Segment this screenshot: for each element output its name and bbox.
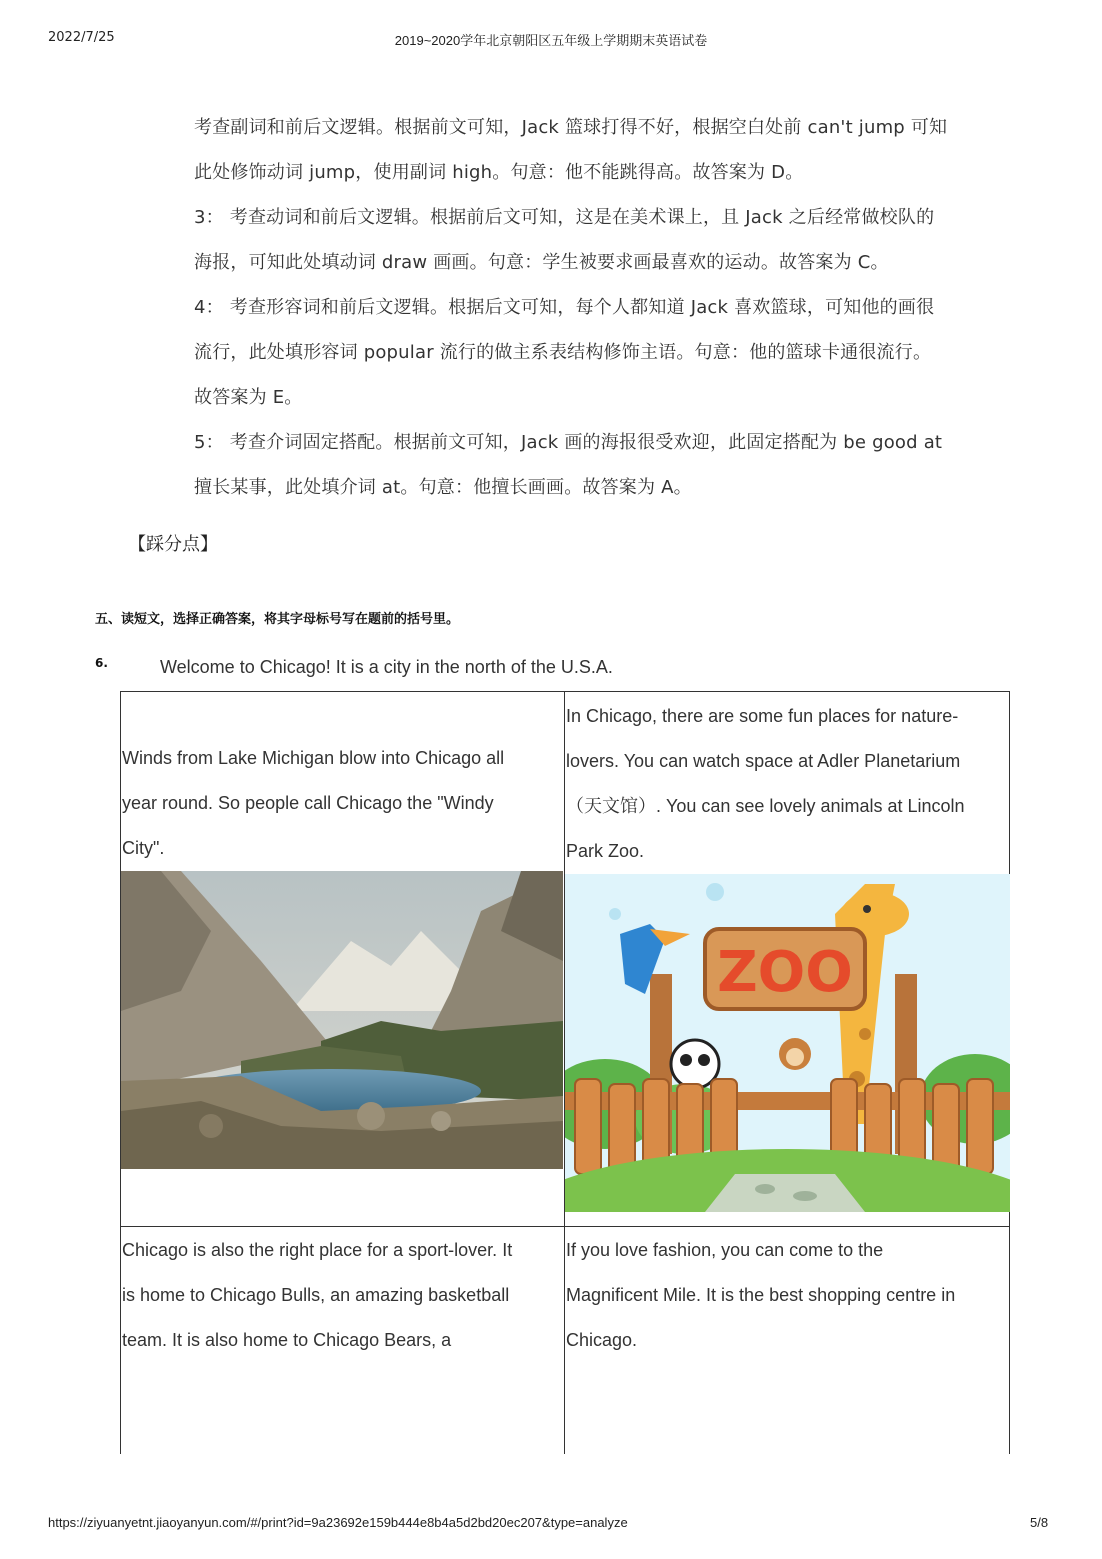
cell-line: team. It is also home to Chicago Bears, a (122, 1330, 452, 1350)
cell-line: In Chicago, there are some fun places for nature- (566, 706, 959, 726)
analysis-text (194, 105, 1009, 510)
analysis-line: 考查副词和前后文逻辑。根据前文可知，Jack 篮球打得不好，根据空白处前 can't jump 可知 (194, 117, 948, 138)
score-point-heading: 【踩分点】 (128, 534, 218, 555)
section-title: 五、读短文，选择正确答案，将其字母标号写在题前的括号里。 (95, 612, 460, 627)
cell-line: If you love fashion, you can come to the (566, 1240, 884, 1260)
document-title: 2019~2020学年北京朝阳区五年级上学期期末英语试卷 (394, 33, 708, 48)
analysis-line: 5： 考查介词固定搭配。根据前文可知，Jack 画的海报很受欢迎，此固定搭配为 be good at (194, 432, 943, 453)
page-url: https://ziyuanyetnt.jiaoyanyun.com/#/print?id=9a23692e159b444e8b4a5d2bd20ec207&type=analyze (48, 1515, 628, 1530)
cell-line: Chicago. (566, 1330, 638, 1350)
zoo-sign-text: ZOO (717, 940, 853, 1005)
cell-windy-city (122, 736, 562, 871)
print-date: 2022/7/25 (48, 30, 115, 45)
analysis-line: 4： 考查形容词和前后文逻辑。根据后文可知，每个人都知道 Jack 喜欢篮球，可知他的画很 (194, 297, 935, 318)
cell-line: is home to Chicago Bulls, an amazing basketball (122, 1285, 510, 1305)
cell-line: Winds from Lake Michigan blow into Chicago all (122, 748, 505, 768)
zoo-illustration (565, 874, 1010, 1212)
analysis-line: 3： 考查动词和前后文逻辑。根据前后文可知，这是在美术课上，且 Jack 之后经常做校队的 (194, 207, 935, 228)
question-number: 6. (95, 656, 108, 670)
cell-line: City". (122, 838, 165, 858)
analysis-line: 故答案为 E。 (194, 387, 303, 408)
analysis-line: 流行，此处填形容词 popular 流行的做主系表结构修饰主语。句意：他的篮球卡通很流行。 (194, 342, 932, 363)
page-number: 5/8 (1030, 1515, 1049, 1530)
cell-sport-lover (122, 1228, 562, 1363)
lake-michigan-painting (121, 871, 563, 1169)
analysis-line: 此处修饰动词 jump，使用副词 high。句意：他不能跳得高。故答案为 D。 (194, 162, 804, 183)
analysis-line: 海报，可知此处填动词 draw 画画。句意：学生被要求画最喜欢的运动。故答案为 C。 (194, 252, 889, 273)
cell-line: Chicago is also the right place for a sport-lover. It (122, 1240, 513, 1260)
cell-line: year round. So people call Chicago the "Windy (122, 793, 494, 813)
table-border (120, 1226, 1010, 1227)
cell-line: lovers. You can watch space at Adler Planetarium (566, 751, 961, 771)
cell-fashion (566, 1228, 1008, 1363)
table-border (120, 691, 1010, 692)
analysis-line: 擅长某事，此处填介词 at。句意：他擅长画画。故答案为 A。 (194, 477, 692, 498)
passage-table (120, 691, 1010, 1454)
cell-nature-lovers (566, 694, 1008, 874)
cell-line: （天文馆）. You can see lovely animals at Lincoln (566, 796, 965, 816)
question-intro: Welcome to Chicago! It is a city in the north of the U.S.A. (160, 657, 613, 677)
cell-line: Park Zoo. (566, 841, 645, 861)
cell-line: Magnificent Mile. It is the best shopping centre in (566, 1285, 956, 1305)
